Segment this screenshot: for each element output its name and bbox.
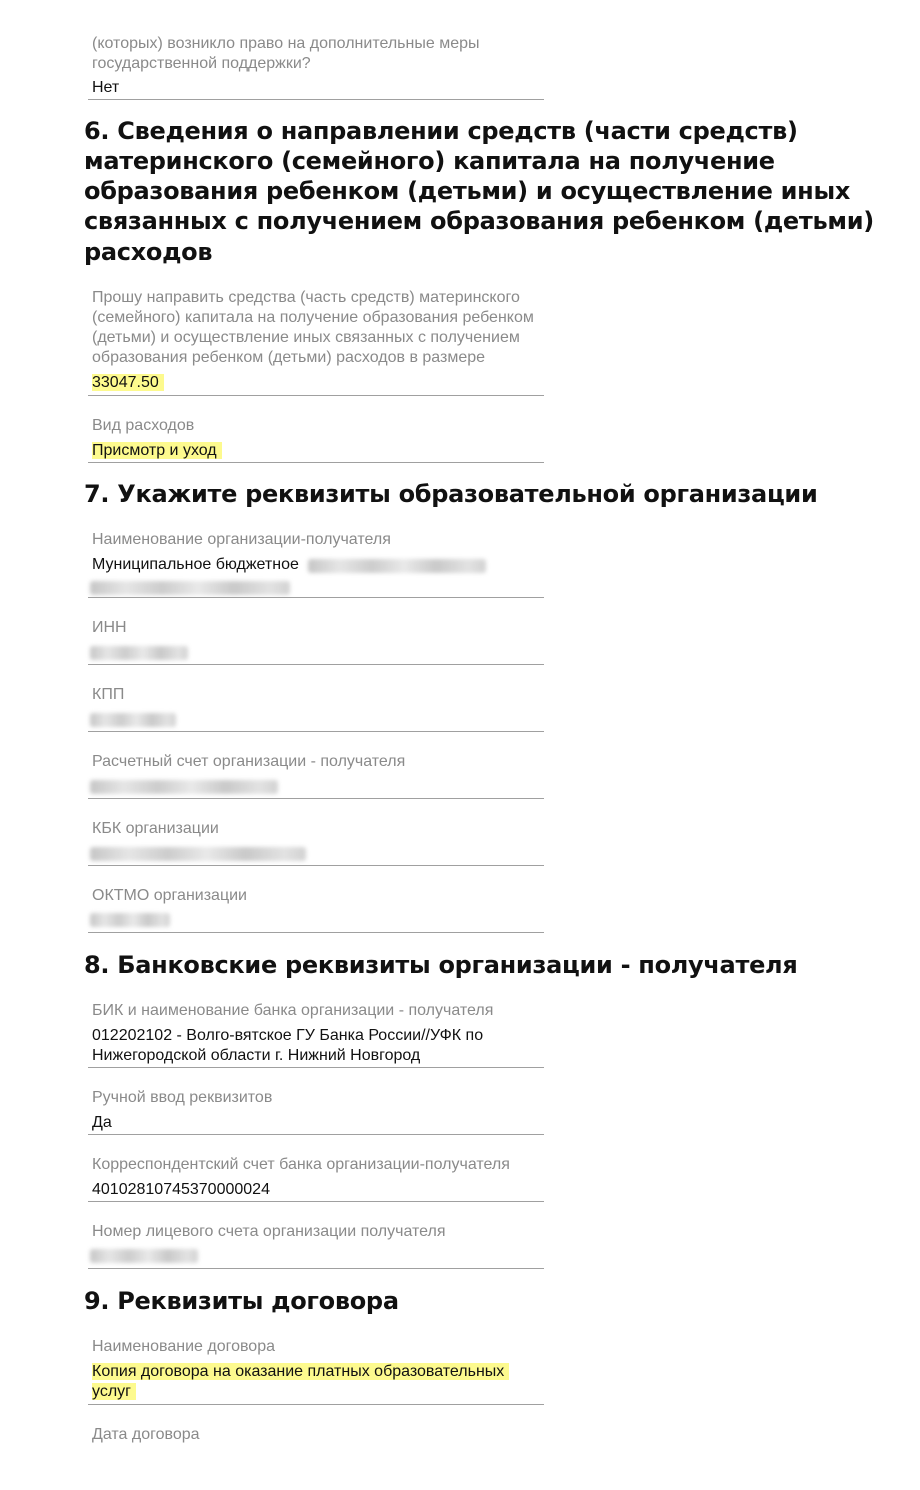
field-divider [88,865,544,866]
field-divider [88,462,544,463]
section-6-title-line: расходов [84,238,213,266]
oktmo-label: ОКТМО организации [92,887,247,904]
redacted-org-name [90,581,290,595]
bik-value-line: 012202102 - Волго-вятское ГУ Банка России//УФК по [92,1027,484,1044]
amount-label-line: Прошу направить средства (часть средств) материнского [92,289,520,306]
contract-name-label: Наименование договора [92,1338,275,1355]
personal-account-label: Номер лицевого счета организации получателя [92,1223,446,1240]
field-divider [88,932,544,933]
redacted-org-name [308,559,486,573]
redacted-personal-account [90,1249,198,1263]
expense-type-value [92,441,222,461]
field-divider [88,1201,544,1202]
section-9-title: 9. Реквизиты договора [84,1287,399,1315]
section-6-title-line: образования ребенком (детьми) и осуществление иных [84,177,851,205]
question-label-line: государственной поддержки? [92,55,311,72]
org-name-label: Наименование организации-получателя [92,531,391,548]
org-name-value: Муниципальное бюджетное [92,556,299,573]
account-label: Расчетный счет организации - получателя [92,753,406,770]
amount-value-highlight: 33047.50 [92,374,164,391]
manual-entry-value: Да [92,1114,112,1131]
corr-account-value: 40102810745370000024 [92,1181,270,1198]
contract-name-highlight: Копия договора на оказание платных образовательных [92,1363,509,1380]
amount-label-line: образования ребенком (детьми) расходов в размере [92,349,486,366]
amount-label-line: (семейного) капитала на получение образования ребенком [92,309,534,326]
field-divider [88,99,544,100]
field-divider [88,597,544,598]
section-6-title-line: связанных с получением образования ребенком (детьми) [84,207,874,235]
inn-label: ИНН [92,619,127,636]
redacted-account [90,780,278,794]
contract-date-label: Дата договора [92,1426,200,1443]
additional-support-answer: Нет [92,79,120,96]
section-6-title-line: материнского (семейного) капитала на получение [84,147,775,175]
field-divider [88,1404,544,1405]
kbk-label: КБК организации [92,820,219,837]
field-divider [88,1067,544,1068]
kpp-label: КПП [92,686,125,703]
manual-entry-label: Ручной ввод реквизитов [92,1089,273,1106]
redacted-inn [90,646,188,660]
field-divider [88,664,544,665]
redacted-kbk [90,847,306,861]
section-7-title: 7. Укажите реквизиты образовательной организации [84,480,818,508]
contract-name-value-line [92,1362,509,1382]
field-divider [88,1134,544,1135]
amount-value [92,373,164,393]
bik-label: БИК и наименование банка организации - получателя [92,1002,494,1019]
question-label-line: (которых) возникло право на дополнительные меры [92,35,480,52]
expense-type-label: Вид расходов [92,417,195,434]
section-8-title: 8. Банковские реквизиты организации - получателя [84,951,798,979]
redacted-oktmo [90,913,170,927]
contract-name-highlight: услуг [92,1383,136,1400]
section-6-title-line: 6. Сведения о направлении средств (части средств) [84,117,798,145]
corr-account-label: Корреспондентский счет банка организации-получателя [92,1156,510,1173]
amount-label-line: (детьми) и осуществление иных связанных с получением [92,329,520,346]
redacted-kpp [90,713,176,727]
field-divider [88,731,544,732]
field-divider [88,1268,544,1269]
contract-name-value-line [92,1382,136,1402]
bik-value-line: Нижегородской области г. Нижний Новгород [92,1047,421,1064]
expense-type-value-highlight: Присмотр и уход [92,442,222,459]
field-divider [88,395,544,396]
field-divider [88,798,544,799]
